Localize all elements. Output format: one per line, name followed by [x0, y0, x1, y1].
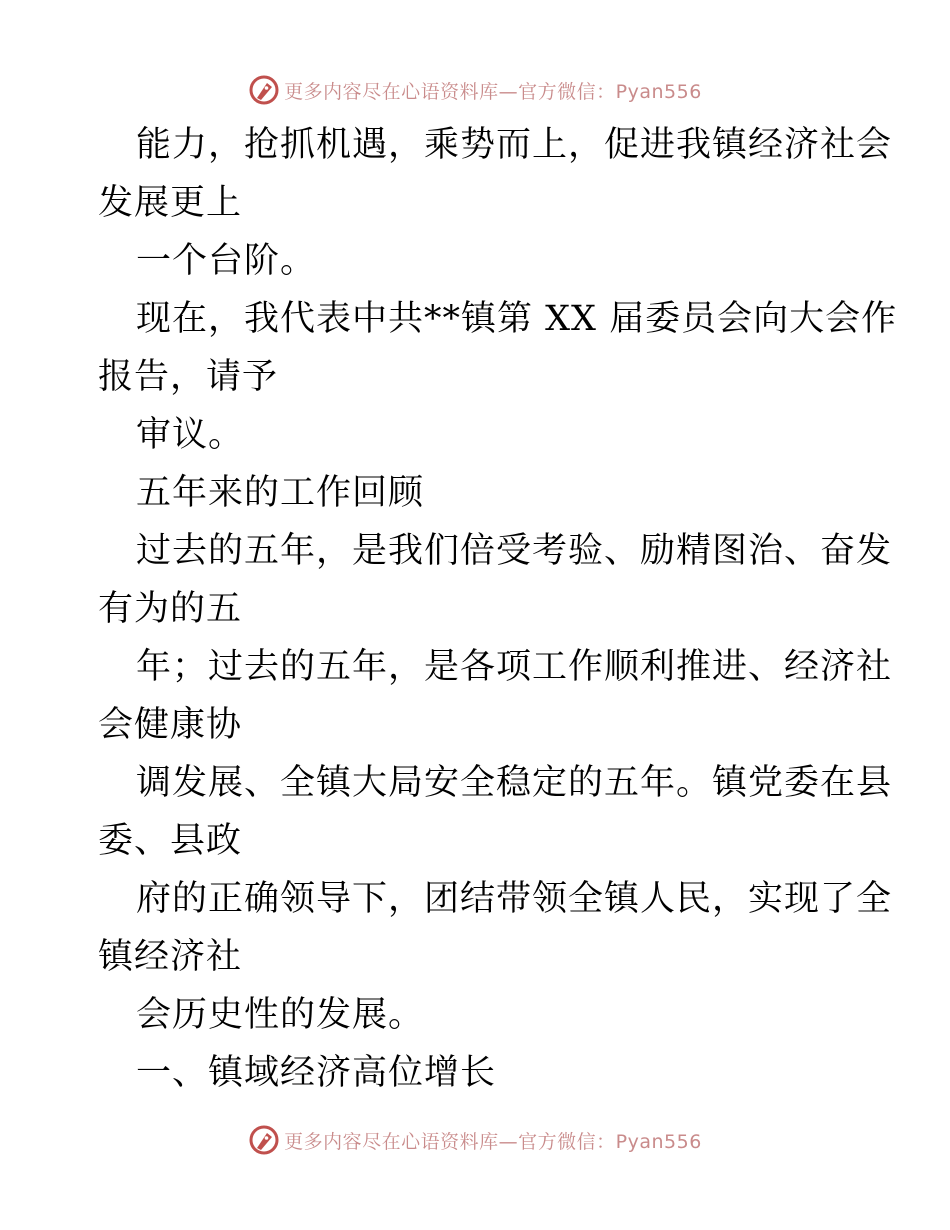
header-watermark	[0, 70, 950, 110]
body-text-line: 过去的五年，是我们倍受考验、励精图治、奋发	[136, 531, 893, 571]
body-text-line: 委、县政	[98, 821, 243, 861]
body-text-line: 有为的五	[98, 589, 243, 629]
body-text-line: 年；过去的五年，是各项工作顺利推进、经济社	[136, 647, 893, 687]
pen-nib-logo-icon	[248, 74, 280, 106]
body-text-line: 报告，请予	[98, 357, 279, 397]
body-text-line: 府的正确领导下，团结带领全镇人民，实现了全	[136, 879, 893, 919]
body-text-line: 能力，抢抓机遇，乘势而上，促进我镇经济社会	[136, 125, 893, 165]
body-text-line: 一个台阶。	[136, 241, 317, 281]
body-text-line: 会历史性的发展。	[136, 995, 425, 1035]
section-heading: 五年来的工作回顾	[136, 473, 425, 513]
pen-nib-logo-icon	[248, 1124, 280, 1156]
body-text-line: 会健康协	[98, 705, 243, 745]
footer-watermark	[0, 1120, 950, 1160]
body-text-line: 审议。	[136, 415, 245, 455]
body-text-line: 调发展、全镇大局安全稳定的五年。镇党委在县	[136, 763, 893, 803]
watermark-text: 更多内容尽在心语资料库—官方微信：Pyan556	[284, 80, 702, 103]
body-text-line: 镇经济社	[98, 937, 243, 977]
watermark-text: 更多内容尽在心语资料库—官方微信：Pyan556	[284, 1130, 702, 1153]
body-text-line: 现在，我代表中共**镇第 XX 届委员会向大会作	[136, 299, 898, 339]
body-text-line: 发展更上	[98, 183, 243, 223]
section-heading: 一、镇域经济高位增长	[136, 1053, 497, 1093]
